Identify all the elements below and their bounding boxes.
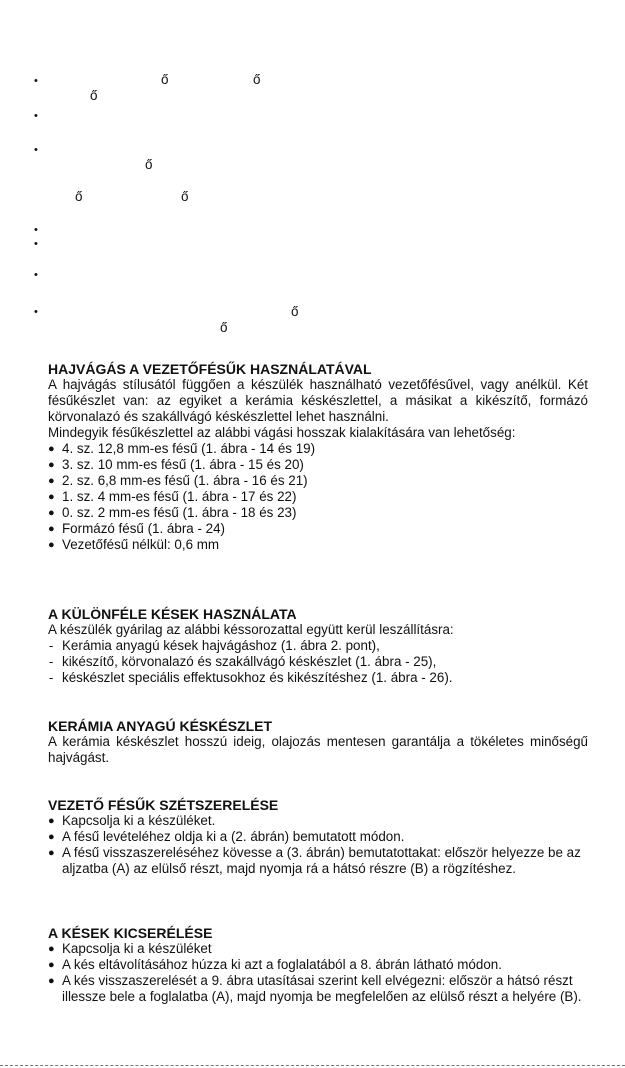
blade-list [48, 638, 588, 686]
bullet-marker: ● [48, 539, 55, 551]
section-heading: HAJVÁGÁS A VEZETŐFÉSŰK HASZNÁLATÁVAL [48, 361, 372, 377]
glyph-o: ő [253, 72, 261, 87]
comb-length-list [48, 441, 588, 553]
glyph-o: ő [181, 189, 189, 204]
blade-replacement-list [48, 941, 588, 1005]
page-edge-divider [0, 1065, 625, 1066]
bullet-marker: ● [48, 523, 55, 535]
list-item: ● A kés eltávolításához húzza ki azt a foglalatából a 8. ábrán látható módon. [48, 957, 502, 972]
list-item: ● A kés visszaszerelését a 9. ábra utasításai szerint kell elvégezni: először a hátsó részt illessze bele a foglalatba (A), majd nyomja be megfelelően az elülső részt a helyére (B). [48, 973, 582, 1004]
bullet-marker: • [34, 238, 38, 250]
list-item: ● 3. sz. 10 mm-es fésű (1. ábra - 15 és 20) [48, 457, 304, 472]
section-heading: KERÁMIA ANYAGÚ KÉSKÉSZLET [48, 718, 273, 734]
bullet-marker: ● [48, 475, 55, 487]
bullet-marker: • [34, 269, 38, 281]
list-item: ● 4. sz. 12,8 mm-es fésű (1. ábra - 14 és 19) [48, 441, 316, 456]
section-heading: VEZETŐ FÉSŰK SZÉTSZERELÉSE [48, 797, 279, 813]
bullet-marker: ● [48, 943, 55, 955]
section-heading: A KÉSEK KICSERÉLÉSE [48, 925, 213, 941]
list-item: - Kerámia anyagú kések hajvágáshoz (1. ábra 2. pont), [49, 638, 380, 653]
list-item: ● 2. sz. 6,8 mm-es fésű (1. ábra - 16 és 21) [48, 473, 308, 488]
section-szetszereles [48, 797, 588, 877]
list-item: ● A fésű visszaszereléséhez kövesse a (3. ábrán) bemutatottakat: először helyezze be az aljzatba (A) az elülső részt, majd nyomja rá a hátsó részre (B) a rögzítéshez. [48, 845, 581, 876]
bullet-marker: • [34, 144, 38, 156]
dash-marker: - [49, 670, 54, 685]
bullet-marker: • [34, 224, 38, 236]
list-item: ● 1. sz. 4 mm-es fésű (1. ábra - 17 és 22) [48, 489, 297, 504]
section-hajvagas [48, 361, 588, 553]
glyph-o: ő [220, 320, 228, 335]
bullet-marker: ● [48, 975, 55, 987]
bullet-marker: ● [48, 959, 55, 971]
bullet-marker: • [34, 306, 38, 318]
glyph-o: ő [90, 88, 98, 103]
list-item: ● Kapcsolja ki a készüléket. [48, 813, 216, 828]
bullet-marker: ● [48, 443, 55, 455]
bullet-marker: ● [48, 847, 55, 859]
list-item: ● Vezetőfésű nélkül: 0,6 mm [48, 537, 220, 552]
glyph-o: ő [161, 72, 169, 87]
list-item: ● Formázó fésű (1. ábra - 24) [48, 521, 225, 536]
list-item: ● 0. sz. 2 mm-es fésű (1. ábra - 18 és 23) [48, 505, 297, 520]
bullet-marker: ● [48, 491, 55, 503]
bullet-marker: ● [48, 815, 55, 827]
dash-marker: - [49, 654, 54, 669]
bullet-marker: • [34, 75, 38, 87]
section-kesek [48, 606, 588, 686]
bullet-marker: ● [48, 459, 55, 471]
glyph-o: ő [291, 304, 299, 319]
glyph-o: ő [75, 189, 83, 204]
bullet-marker: ● [48, 507, 55, 519]
section-keramia [48, 718, 588, 766]
glyph-o: ő [145, 157, 153, 172]
dash-marker: - [49, 638, 54, 653]
paragraph: Mindegyik fésűkészlettel az alábbi vágási hosszak kialakítására van lehetőség: [48, 425, 516, 440]
list-item: - kikészítő, körvonalazó és szakállvágó késkészlet (1. ábra - 25), [49, 654, 437, 669]
bullet-marker: ● [48, 831, 55, 843]
list-item: ● Kapcsolja ki a készüléket [48, 941, 212, 956]
list-item: - késkészlet speciális effektusokhoz és kikészítéshez (1. ábra - 26). [49, 670, 453, 685]
paragraph: A készülék gyárilag az alábbi késsorozattal együtt kerül leszállításra: [48, 622, 454, 637]
list-item: ● A fésű levételéhez oldja ki a (2. ábrán) bemutatott módon. [48, 829, 405, 844]
disassembly-list [48, 813, 588, 877]
paragraph: A kerámia késkészlet hosszú ideig, olajozás mentesen garantálja a tökéletes minőségű hajvágást. [48, 734, 588, 765]
section-heading: A KÜLÖNFÉLE KÉSEK HASZNÁLATA [48, 606, 297, 622]
paragraph: A hajvágás stílusától függően a készülék használható vezetőfésűvel, vagy anélkül. Két fésűkészlet van: az egyiket a kerámia késkészlettel, a másikat a kikészítő, formázó körvonalazó és szakállvágó késkészlettel lehet használni. [48, 377, 588, 424]
section-kicsereles [48, 925, 588, 1005]
bullet-marker: • [34, 110, 38, 122]
